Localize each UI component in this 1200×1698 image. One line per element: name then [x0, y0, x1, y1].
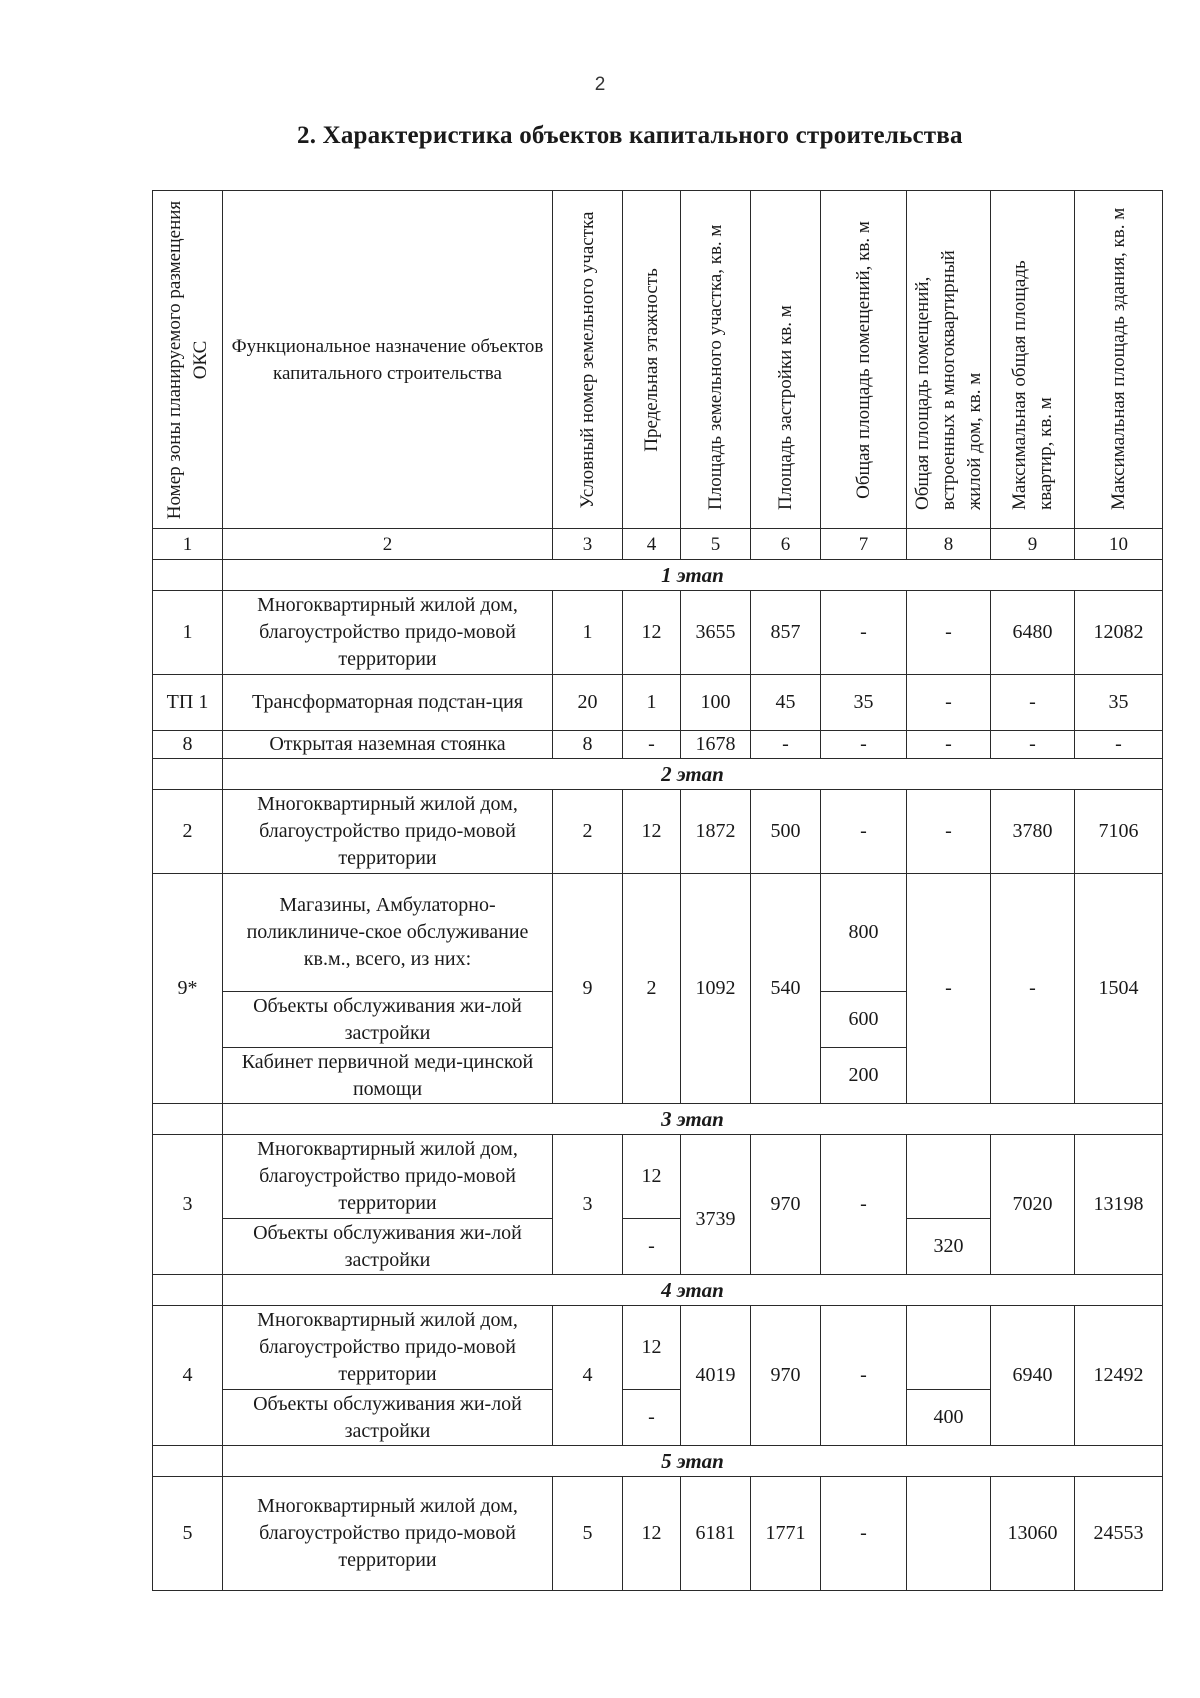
- column-number: 2: [223, 529, 553, 560]
- column-number: 10: [1075, 529, 1163, 560]
- stage-spacer: [153, 1104, 223, 1135]
- capital-construction-table: [152, 190, 1163, 1591]
- built-area-cell: 970: [751, 1135, 821, 1275]
- embedded-area-cell: -: [907, 790, 991, 874]
- apartments-area-cell: 6480: [991, 591, 1075, 675]
- table-row: [153, 675, 1163, 731]
- floors-cell: 12: [623, 790, 681, 874]
- function-cell: Многоквартирный жилой дом, благоустройство придо-мовой территории: [223, 790, 553, 874]
- built-area-cell: 857: [751, 591, 821, 675]
- total-area-cell: -: [821, 731, 907, 759]
- stage-label: 3 этап: [223, 1104, 1163, 1135]
- stage-row: [153, 1104, 1163, 1135]
- floors-cell: 2: [623, 874, 681, 1104]
- building-area-cell: 1504: [1075, 874, 1163, 1104]
- header-land-area: Площадь земельного участка, кв. м: [681, 191, 751, 529]
- stage-row: [153, 1446, 1163, 1477]
- page-number: 2: [594, 74, 606, 95]
- stage-spacer: [153, 560, 223, 591]
- built-area-cell: 970: [751, 1306, 821, 1446]
- building-area-cell: 12082: [1075, 591, 1163, 675]
- column-number: 9: [991, 529, 1075, 560]
- function-cell: Трансформаторная подстан-ция: [223, 675, 553, 731]
- header-built-area: Площадь застройки кв. м: [751, 191, 821, 529]
- apartments-area-cell: 3780: [991, 790, 1075, 874]
- land-area-cell: 4019: [681, 1306, 751, 1446]
- page-title: 2. Характеристика объектов капитального строительства: [297, 122, 963, 149]
- total-area-cell: 35: [821, 675, 907, 731]
- table-row: [153, 790, 1163, 874]
- zone-cell: 5: [153, 1477, 223, 1591]
- header-embedded-area: Общая площадь помещений, встроенных в многоквартирный жилой дом, кв. м: [907, 191, 991, 529]
- zone-cell: 2: [153, 790, 223, 874]
- built-area-cell: 45: [751, 675, 821, 731]
- plot-cell: 4: [553, 1306, 623, 1446]
- floors-cell: 12: [623, 1306, 681, 1390]
- function-cell: Объекты обслуживания жи-лой застройки: [223, 992, 553, 1048]
- stage-label: 1 этап: [223, 560, 1163, 591]
- built-area-cell: -: [751, 731, 821, 759]
- embedded-area-cell: -: [907, 675, 991, 731]
- column-number: 4: [623, 529, 681, 560]
- stage-row: [153, 759, 1163, 790]
- header-total-area: Общая площадь помещений, кв. м: [821, 191, 907, 529]
- header-zone-number: Номер зоны планируемого размещения ОКС: [153, 191, 223, 529]
- header-apartments-area: Максимальная общая площадь квартир, кв. м: [991, 191, 1075, 529]
- zone-cell: 3: [153, 1135, 223, 1275]
- land-area-cell: 1678: [681, 731, 751, 759]
- function-cell: Многоквартирный жилой дом, благоустройство придо-мовой территории: [223, 1477, 553, 1591]
- embedded-area-cell: 320: [907, 1219, 991, 1275]
- header-row: [153, 191, 1163, 529]
- total-area-cell: -: [821, 1135, 907, 1275]
- total-area-cell: -: [821, 1306, 907, 1446]
- embedded-area-cell: [907, 1306, 991, 1390]
- floors-cell: -: [623, 1390, 681, 1446]
- embedded-area-cell: -: [907, 731, 991, 759]
- table-row: [153, 591, 1163, 675]
- column-number: 6: [751, 529, 821, 560]
- plot-cell: 1: [553, 591, 623, 675]
- zone-cell: ТП 1: [153, 675, 223, 731]
- function-cell: Многоквартирный жилой дом, благоустройство придо-мовой территории: [223, 1135, 553, 1219]
- floors-cell: 12: [623, 1477, 681, 1591]
- building-area-cell: 24553: [1075, 1477, 1163, 1591]
- land-area-cell: 1092: [681, 874, 751, 1104]
- table-row: [153, 1135, 1163, 1219]
- total-area-cell: -: [821, 591, 907, 675]
- land-area-cell: 6181: [681, 1477, 751, 1591]
- header-plot-number: Условный номер земельного участка: [553, 191, 623, 529]
- apartments-area-cell: -: [991, 731, 1075, 759]
- stage-spacer: [153, 1446, 223, 1477]
- column-number: 5: [681, 529, 751, 560]
- column-numbers-row: [153, 529, 1163, 560]
- function-cell: Открытая наземная стоянка: [223, 731, 553, 759]
- land-area-cell: 3739: [681, 1135, 751, 1275]
- building-area-cell: 13198: [1075, 1135, 1163, 1275]
- function-cell: Объекты обслуживания жи-лой застройки: [223, 1219, 553, 1275]
- function-cell: Многоквартирный жилой дом, благоустройство придо-мовой территории: [223, 1306, 553, 1390]
- building-area-cell: 35: [1075, 675, 1163, 731]
- apartments-area-cell: 7020: [991, 1135, 1075, 1275]
- embedded-area-cell: 400: [907, 1390, 991, 1446]
- column-number: 3: [553, 529, 623, 560]
- stage-spacer: [153, 759, 223, 790]
- embedded-area-cell: -: [907, 874, 991, 1104]
- plot-cell: 5: [553, 1477, 623, 1591]
- table-row: [153, 1306, 1163, 1390]
- floors-cell: -: [623, 1219, 681, 1275]
- header-function: Функциональное назначение объектов капитального строительства: [223, 191, 553, 529]
- stage-row: [153, 560, 1163, 591]
- zone-cell: 1: [153, 591, 223, 675]
- apartments-area-cell: 6940: [991, 1306, 1075, 1446]
- apartments-area-cell: 13060: [991, 1477, 1075, 1591]
- function-cell: Магазины, Амбулаторно-поликлиниче-ское обслуживание кв.м., всего, из них:: [223, 874, 553, 992]
- zone-cell: 4: [153, 1306, 223, 1446]
- apartments-area-cell: -: [991, 675, 1075, 731]
- function-cell: Кабинет первичной меди-цинской помощи: [223, 1048, 553, 1104]
- plot-cell: 8: [553, 731, 623, 759]
- table-row: [153, 731, 1163, 759]
- land-area-cell: 100: [681, 675, 751, 731]
- zone-cell: 9*: [153, 874, 223, 1104]
- land-area-cell: 1872: [681, 790, 751, 874]
- built-area-cell: 500: [751, 790, 821, 874]
- embedded-area-cell: [907, 1135, 991, 1219]
- plot-cell: 20: [553, 675, 623, 731]
- apartments-area-cell: -: [991, 874, 1075, 1104]
- column-number: 1: [153, 529, 223, 560]
- built-area-cell: 540: [751, 874, 821, 1104]
- floors-cell: 1: [623, 675, 681, 731]
- table-row: [153, 874, 1163, 992]
- floors-cell: 12: [623, 591, 681, 675]
- stage-label: 5 этап: [223, 1446, 1163, 1477]
- total-area-cell: -: [821, 790, 907, 874]
- built-area-cell: 1771: [751, 1477, 821, 1591]
- building-area-cell: -: [1075, 731, 1163, 759]
- plot-cell: 9: [553, 874, 623, 1104]
- building-area-cell: 7106: [1075, 790, 1163, 874]
- stage-spacer: [153, 1275, 223, 1306]
- function-cell: Объекты обслуживания жи-лой застройки: [223, 1390, 553, 1446]
- column-number: 7: [821, 529, 907, 560]
- total-area-cell: 800: [821, 874, 907, 992]
- floors-cell: 12: [623, 1135, 681, 1219]
- embedded-area-cell: [907, 1477, 991, 1591]
- header-floors: Предельная этажность: [623, 191, 681, 529]
- header-building-area: Максимальная площадь здания, кв. м: [1075, 191, 1163, 529]
- stage-label: 2 этап: [223, 759, 1163, 790]
- building-area-cell: 12492: [1075, 1306, 1163, 1446]
- embedded-area-cell: -: [907, 591, 991, 675]
- column-number: 8: [907, 529, 991, 560]
- total-area-cell: -: [821, 1477, 907, 1591]
- zone-cell: 8: [153, 731, 223, 759]
- plot-cell: 3: [553, 1135, 623, 1275]
- stage-row: [153, 1275, 1163, 1306]
- table-row: [153, 1477, 1163, 1591]
- land-area-cell: 3655: [681, 591, 751, 675]
- floors-cell: -: [623, 731, 681, 759]
- total-area-cell: 600: [821, 992, 907, 1048]
- plot-cell: 2: [553, 790, 623, 874]
- total-area-cell: 200: [821, 1048, 907, 1104]
- function-cell: Многоквартирный жилой дом, благоустройство придо-мовой территории: [223, 591, 553, 675]
- stage-label: 4 этап: [223, 1275, 1163, 1306]
